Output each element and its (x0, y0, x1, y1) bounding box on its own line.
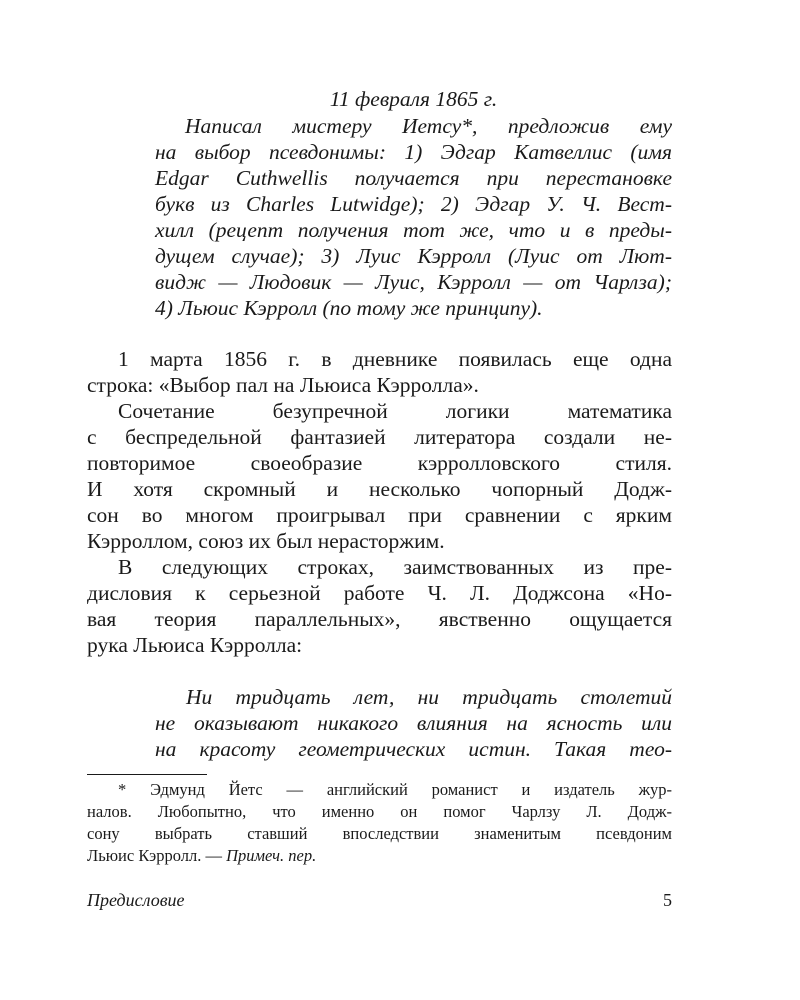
body-line: рука Льюиса Кэрролла: (87, 633, 303, 657)
diary-line: Edgar Cuthwellis получается при перестановке (155, 166, 672, 190)
diary-line: букв из Charles Lutwidge); 2) Эдгар У. Ч. Вест- (155, 192, 672, 216)
diary-line: хилл (рецепт получения тот же, что и в преды- (155, 218, 672, 242)
footnote-text: Льюис Кэрролл. — (87, 846, 227, 865)
footnote-line: сону выбрать ставший впоследствии знаменитым псевдоним (87, 824, 672, 843)
body-line: повторимое своеобразие кэрролловского стиля. (87, 451, 672, 475)
diary-line: 4) Льюис Кэрролл (по тому же принципу). (155, 296, 543, 320)
diary-line: видж — Людовик — Луис, Кэрролл — от Чарлза); (155, 270, 672, 294)
footnote-line: * Эдмунд Йетс — английский романист и издатель жур- (118, 780, 672, 799)
quote-line: на красоту геометрических истин. Такая тео- (155, 737, 672, 761)
body-line: И хотя скромный и несколько чопорный Додж- (87, 477, 672, 501)
body-line: строка: «Выбор пал на Льюиса Кэрролла». (87, 373, 479, 397)
body-line: сон во многом проигрывал при сравнении с ярким (87, 503, 672, 527)
body-line: Сочетание безупречной логики математика (118, 399, 672, 423)
quote-line: не оказывают никакого влияния на ясность или (155, 711, 672, 735)
diary-date: 11 февраля 1865 г. (329, 87, 498, 111)
body-line: Кэрроллом, союз их был нерасторжим. (87, 529, 445, 553)
body-line: дисловия к серьезной работе Ч. Л. Доджсона «Но- (87, 581, 672, 605)
diary-line: дущем случае); 3) Луис Кэрролл (Луис от Лют- (155, 244, 672, 268)
footnote-line-last (87, 845, 672, 867)
body-line: В следующих строках, заимствованных из пре- (118, 555, 672, 579)
running-footer-title: Предисловие (87, 890, 185, 910)
translator-note: Примеч. пер. (226, 846, 317, 865)
body-line: вая теория параллельных», явственно ощущается (87, 607, 672, 631)
footnote-line: налов. Любопытно, что именно он помог Чарлзу Л. Додж- (87, 802, 672, 821)
footnote-divider (87, 774, 207, 775)
quote-line: Ни тридцать лет, ни тридцать столетий (186, 685, 672, 709)
body-line: 1 марта 1856 г. в дневнике появилась еще одна (118, 347, 672, 371)
diary-line: на выбор псевдонимы: 1) Эдгар Катвеллис (имя (155, 140, 672, 164)
page-number: 5 (663, 890, 672, 910)
body-line: с беспредельной фантазией литератора создали не- (87, 425, 672, 449)
diary-line: Написал мистеру Иетсу*, предложив ему (185, 114, 672, 138)
